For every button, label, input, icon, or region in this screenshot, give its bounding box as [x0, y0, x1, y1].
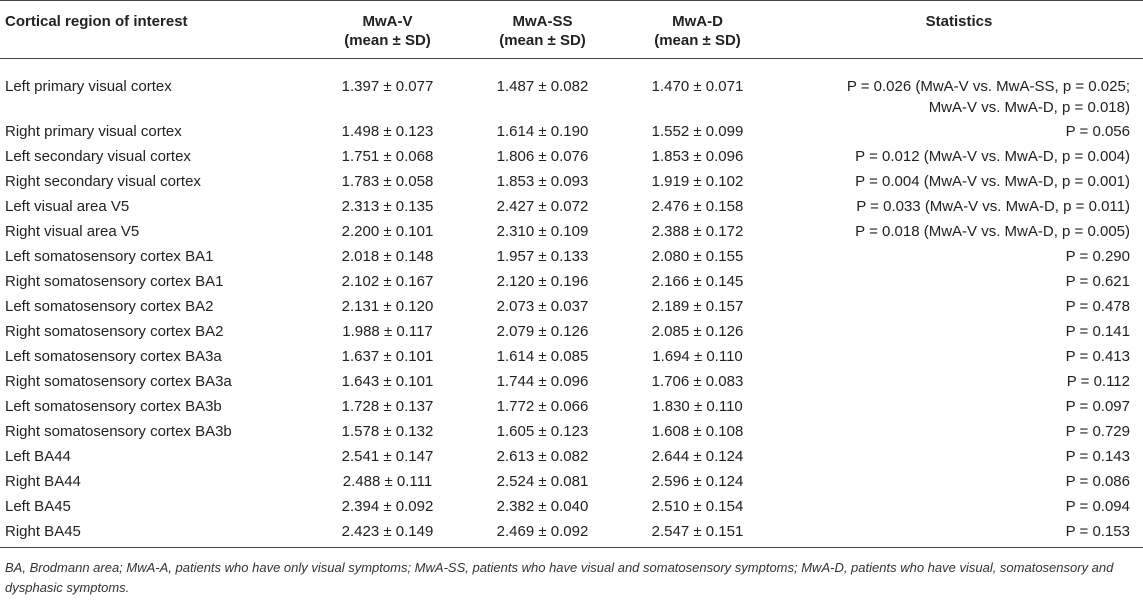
mwa-d-cell: 1.919 ± 0.102	[651, 172, 744, 190]
mwa-d-cell: 2.547 ± 0.151	[651, 522, 744, 540]
statistics-cell: P = 0.033 (MwA-V vs. MwA-D, p = 0.011)	[856, 197, 1130, 215]
table-row	[0, 196, 1143, 221]
region-cell: Right BA45	[5, 522, 81, 540]
mwa-d-cell: 2.085 ± 0.126	[651, 322, 744, 340]
mwa-v-cell: 1.498 ± 0.123	[341, 122, 434, 140]
statistics-cell: P = 0.086	[1065, 472, 1130, 490]
mwa-v-cell: 2.200 ± 0.101	[341, 222, 434, 240]
table-row	[0, 396, 1143, 421]
mwa-d-cell: 2.189 ± 0.157	[651, 297, 744, 315]
mwa-v-cell: 1.578 ± 0.132	[341, 422, 434, 440]
mwa-ss-cell: 1.605 ± 0.123	[496, 422, 589, 440]
mwa-v-cell: 1.643 ± 0.101	[341, 372, 434, 390]
mwa-ss-cell: 1.744 ± 0.096	[496, 372, 589, 390]
statistics-cell: P = 0.143	[1065, 447, 1130, 465]
region-cell: Right somatosensory cortex BA2	[5, 322, 224, 340]
table-row	[0, 446, 1143, 471]
mwa-ss-cell: 1.853 ± 0.093	[496, 172, 589, 190]
statistics-cell: P = 0.012 (MwA-V vs. MwA-D, p = 0.004)	[855, 147, 1130, 165]
mwa-v-cell: 2.131 ± 0.120	[341, 297, 434, 315]
region-cell: Left somatosensory cortex BA3a	[5, 347, 222, 365]
table-row	[0, 496, 1143, 521]
table-row	[0, 221, 1143, 246]
mwa-v-cell: 1.637 ± 0.101	[341, 347, 434, 365]
statistics-cell: P = 0.413	[1065, 347, 1130, 365]
statistics-cell	[775, 59, 1143, 121]
mwa-v-cell: 2.313 ± 0.135	[341, 197, 434, 215]
mwa-ss-cell: 2.469 ± 0.092	[496, 522, 589, 540]
region-cell: Left BA45	[5, 497, 71, 515]
mwa-v-cell: 1.751 ± 0.068	[341, 147, 434, 165]
table-row	[0, 371, 1143, 396]
table-header-row	[0, 1, 1143, 59]
mwa-ss-cell: 1.772 ± 0.066	[496, 397, 589, 415]
statistics-cell: P = 0.004 (MwA-V vs. MwA-D, p = 0.001)	[855, 172, 1130, 190]
mwa-d-cell: 1.853 ± 0.096	[651, 147, 744, 165]
table-row	[0, 59, 1143, 121]
mwa-d-cell: 2.510 ± 0.154	[651, 497, 744, 515]
table-row	[0, 146, 1143, 171]
table-row	[0, 271, 1143, 296]
mwa-ss-cell: 2.382 ± 0.040	[496, 497, 589, 515]
mwa-ss-cell: 2.613 ± 0.082	[496, 447, 589, 465]
mwa-v-cell: 2.488 ± 0.111	[342, 472, 433, 490]
mwa-d-cell: 1.706 ± 0.083	[651, 372, 744, 390]
region-cell: Left visual area V5	[5, 197, 130, 215]
table-row	[0, 346, 1143, 371]
statistics-cell: P = 0.621	[1065, 272, 1130, 290]
statistics-cell: P = 0.112	[1066, 372, 1130, 390]
mwa-v-cell: 1.397 ± 0.077	[341, 78, 434, 95]
mwa-d-cell: 1.608 ± 0.108	[651, 422, 744, 440]
mwa-d-cell: 2.080 ± 0.155	[651, 247, 744, 265]
region-cell: Left secondary visual cortex	[5, 147, 191, 165]
region-cell: Right primary visual cortex	[5, 122, 182, 140]
mwa-d-cell: 2.476 ± 0.158	[651, 197, 744, 215]
region-cell: Right BA44	[5, 472, 81, 490]
statistics-line: P = 0.026 (MwA-V vs. MwA-SS, p = 0.025;	[846, 78, 1130, 95]
mwa-v-cell: 1.728 ± 0.137	[341, 397, 434, 415]
header-statistics: Statistics	[925, 13, 993, 30]
mwa-d-cell: 1.552 ± 0.099	[651, 122, 744, 140]
table-row	[0, 521, 1143, 548]
table-row	[0, 421, 1143, 446]
header-mwa-v: MwA-V (mean ± SD)	[344, 13, 431, 49]
header-mwa-ss: MwA-SS (mean ± SD)	[499, 13, 586, 49]
mwa-v-cell: 2.423 ± 0.149	[341, 522, 434, 540]
statistics-cell: P = 0.094	[1065, 497, 1130, 515]
mwa-v-cell: 2.541 ± 0.147	[341, 447, 434, 465]
mwa-d-cell: 2.388 ± 0.172	[651, 222, 744, 240]
statistics-cell: P = 0.153	[1065, 522, 1130, 540]
mwa-ss-cell: 1.614 ± 0.085	[496, 347, 589, 365]
mwa-v-cell: 2.102 ± 0.167	[341, 272, 434, 290]
table-row	[0, 471, 1143, 496]
statistics-cell: P = 0.290	[1065, 247, 1130, 265]
mwa-ss-cell: 1.487 ± 0.082	[496, 78, 589, 95]
mwa-d-cell: 2.596 ± 0.124	[651, 472, 744, 490]
mwa-ss-cell: 1.614 ± 0.190	[496, 122, 589, 140]
region-cell: Left somatosensory cortex BA2	[5, 297, 214, 315]
mwa-d-cell: 2.166 ± 0.145	[651, 272, 744, 290]
table-row	[0, 296, 1143, 321]
mwa-ss-cell: 2.073 ± 0.037	[496, 297, 589, 315]
region-cell: Right visual area V5	[5, 222, 140, 240]
mwa-v-cell: 2.018 ± 0.148	[341, 247, 434, 265]
header-mwa-d: MwA-D (mean ± SD)	[654, 13, 741, 49]
statistics-cell: P = 0.729	[1065, 422, 1130, 440]
mwa-d-cell: 1.830 ± 0.110	[652, 397, 743, 415]
mwa-ss-cell: 2.427 ± 0.072	[496, 197, 589, 215]
statistics-line: MwA-V vs. MwA-D, p = 0.018)	[928, 99, 1130, 116]
mwa-d-cell: 1.694 ± 0.110	[652, 347, 743, 365]
mwa-ss-cell: 2.120 ± 0.196	[496, 272, 589, 290]
statistics-cell: P = 0.097	[1065, 397, 1130, 415]
statistics-cell: P = 0.056	[1065, 122, 1130, 140]
statistics-cell: P = 0.018 (MwA-V vs. MwA-D, p = 0.005)	[855, 222, 1130, 240]
mwa-ss-cell: 2.310 ± 0.109	[496, 222, 589, 240]
region-cell: Right secondary visual cortex	[5, 172, 201, 190]
mwa-v-cell: 2.394 ± 0.092	[341, 497, 434, 515]
table-row	[0, 246, 1143, 271]
statistics-cell: P = 0.141	[1065, 322, 1130, 340]
region-cell: Left primary visual cortex	[5, 78, 172, 95]
mwa-d-cell: 2.644 ± 0.124	[651, 447, 744, 465]
mwa-ss-cell: 1.957 ± 0.133	[496, 247, 589, 265]
region-cell: Left BA44	[5, 447, 71, 465]
region-cell: Left somatosensory cortex BA3b	[5, 397, 222, 415]
table-footnote: BA, Brodmann area; MwA-A, patients who have only visual symptoms; MwA-SS, patients who have visual and somatosensory symptoms; MwA-D, patients who have visual, somatosensory and dysphasic symptoms.	[5, 560, 1114, 595]
region-cell: Right somatosensory cortex BA3b	[5, 422, 232, 440]
mwa-v-cell: 1.783 ± 0.058	[341, 172, 434, 190]
table-row	[0, 121, 1143, 146]
header-region: Cortical region of interest	[5, 13, 188, 30]
region-cell: Right somatosensory cortex BA3a	[5, 372, 232, 390]
table-row	[0, 171, 1143, 196]
region-cell: Right somatosensory cortex BA1	[5, 272, 224, 290]
region-cell: Left somatosensory cortex BA1	[5, 247, 214, 265]
mwa-d-cell: 1.470 ± 0.071	[651, 78, 744, 95]
mwa-v-cell: 1.988 ± 0.117	[342, 322, 433, 340]
statistics-cell: P = 0.478	[1065, 297, 1130, 315]
table-row	[0, 321, 1143, 346]
mwa-ss-cell: 1.806 ± 0.076	[496, 147, 589, 165]
mwa-ss-cell: 2.524 ± 0.081	[496, 472, 589, 490]
mwa-ss-cell: 2.079 ± 0.126	[496, 322, 589, 340]
